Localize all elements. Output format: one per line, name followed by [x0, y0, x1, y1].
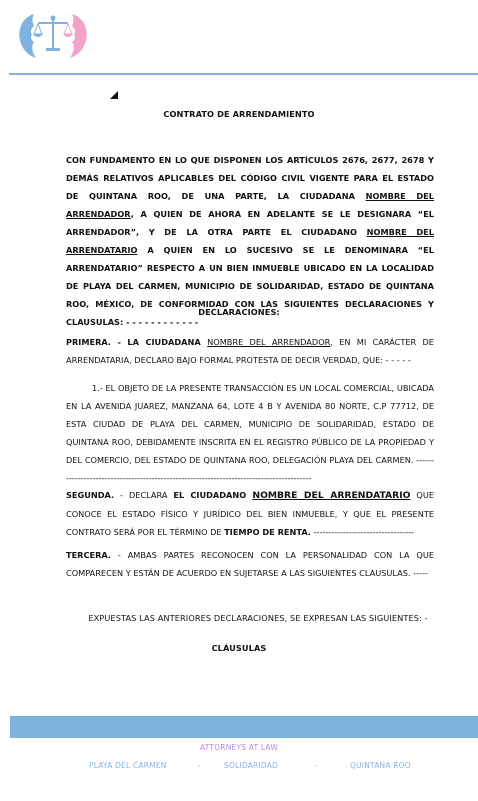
intro-text-2: , A QUIEN DE AHORA EN ADELANTE SE LE DESIGNARA “EL ARRENDADOR”, Y DE LA OTRA PARTE EL CIUDADANO [66, 209, 434, 237]
tercera-label: TERCERA. [66, 550, 111, 560]
clausulas-heading: CLÁUSULAS [211, 643, 267, 653]
segunda-text-2: QUE CONOCE EL ESTADO FÍSICO Y JURÍDICO DEL BIEN INMUEBLE, Y QUE EL PRESENTE CONTRATO SERÁ POR EL TÉRMINO DE [66, 490, 434, 537]
segunda-dashes: ---------------------------------- [310, 527, 414, 537]
tercera-text: - AMBAS PARTES RECONOCEN CON LA PERSONALIDAD CON LA QUE COMPARECEN Y ESTÁN DE ACUERDO EN SUJETARSE A LAS SIGUIENTES CLAUSULAS. ----- [66, 550, 434, 578]
corner-marker-icon [110, 91, 118, 99]
document-title: CONTRATO DE ARRENDAMIENTO [163, 109, 315, 119]
segunda-text-1: - DECLARA [114, 490, 174, 500]
intro-text-1: CON FUNDAMENTO EN LO QUE DISPONEN LOS ARTÍCULOS 2676, 2677, 2678 Y DEMÁS RELATIVOS APLICABLES DEL CÓDIGO CIVIL VIGENTE PARA EL ESTADO DE QUINTANA ROO, DE UNA PARTE, LA CIUDADANA [66, 155, 434, 201]
tercera-paragraph [66, 546, 434, 582]
expuestas-line: EXPUESTAS LAS ANTERIORES DECLARACIONES, SE EXPRESAN LAS SIGUIENTES: - [88, 613, 428, 623]
footer-separator-2: - [315, 761, 318, 770]
segunda-arrendatario-name: NOMBRE DEL ARRENDATARIO [252, 490, 411, 501]
footer-band [10, 716, 478, 738]
arrendador-name: NOMBRE DEL ARRENDADOR [66, 191, 434, 219]
primera-text: , EN MI CARÁCTER DE ARRENDATARIA, DECLARO BAJO FORMAL PROTESTA DE DECIR VERDAD, QUE: - - - - - [66, 337, 434, 365]
segunda-tiempo-renta: TIEMPO DE RENTA. [224, 527, 311, 537]
footer-place-playa-del-carmen: PLAYA DEL CARMEN [89, 761, 167, 770]
arrendatario-name: NOMBRE DEL ARRENDATARIO [66, 227, 434, 255]
segunda-label: SEGUNDA. [66, 490, 115, 500]
primera-arrendador-name: NOMBRE DEL ARRENDADOR [207, 337, 331, 347]
declaraciones-heading: DECLARACIONES: [198, 307, 280, 317]
header-rule [9, 73, 478, 75]
primera-paragraph [66, 333, 434, 369]
footer-place-quintana-roo: QUINTANA ROO [350, 761, 411, 770]
item-1-paragraph: 1.- EL OBJETO DE LA PRESENTE TRANSACCIÓN ES UN LOCAL COMERCIAL, UBICADA EN LA AVENIDA JUAREZ, MANZANA 64, LOTE 4 B Y AVENIDA 80 NORTE, C.P 77712, DE ESTA CIUDAD DE PLAYA DEL CARMEN, MUNICIPIO DE SOLIDARIDAD, ESTADO DE QUINTANA ROO, DEBIDAMENTE INSCRITA EN EL REGISTRO PÚBLICO DE LA PROPIEDAD Y DEL COMERCIO, DEL ESTADO DE QUINTANA ROO, DELEGACIÓN PLAYA DEL CARMEN. ----------------------------------------------------------------------------------------- [66, 383, 434, 483]
intro-text-3: A QUIEN EN LO SUCESIVO SE LE DENOMINARA “EL ARRENDATARIO” RESPECTO A UN BIEN INMUEBLE UBICADO EN LA LOCALIDAD DE PLAYA DEL CARMEN, MUNICIPIO DE SOLIDARIDAD, ESTADO DE QUINTANA ROO, MÉXICO, DE CONFORMIDAD CON LAS SIGUIENTES DECLARACIONES Y CLAUSULAS: - - - - - - - - - - - - [66, 245, 434, 327]
footer-separator-1: - [198, 761, 201, 770]
primera-label: PRIMERA. - LA CIUDADANA [66, 337, 208, 347]
segunda-paragraph [66, 486, 434, 541]
intro-paragraph [66, 151, 434, 331]
footer-place-solidaridad: SOLIDARIDAD [224, 761, 279, 770]
segunda-el-ciudadano: EL CIUDADANO [173, 490, 253, 500]
footer-attorneys-at-law: ATTORNEYS AT LAW [200, 743, 278, 752]
scales-of-justice-logo-icon [14, 10, 92, 62]
